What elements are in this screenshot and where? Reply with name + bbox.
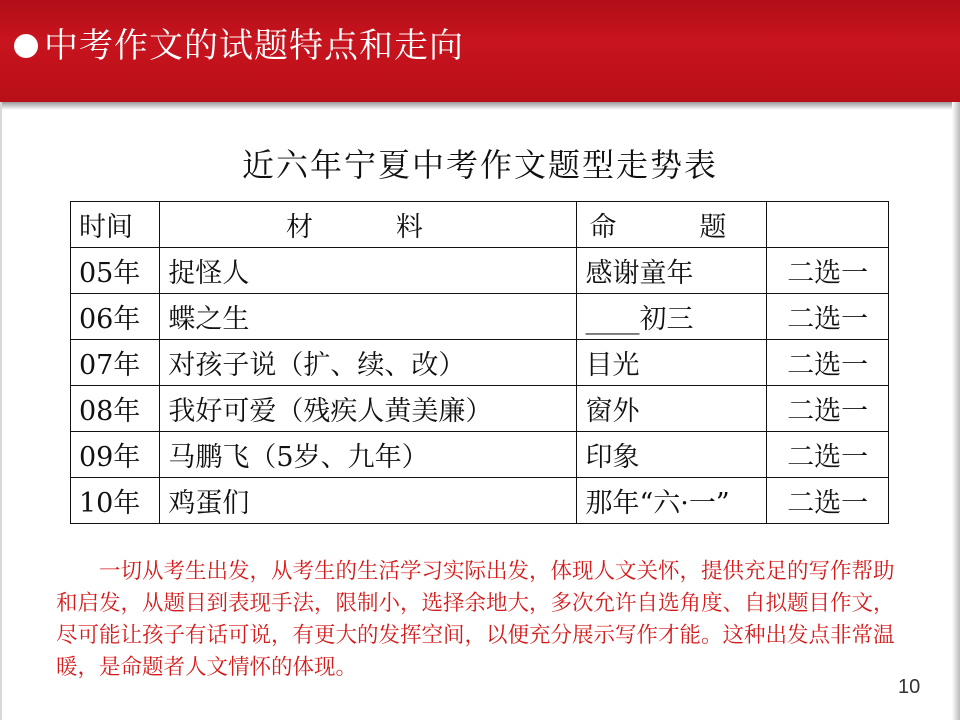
- table-row: [71, 386, 889, 432]
- cell-material: 对孩子说（扩、续、改）: [160, 340, 577, 386]
- header-topic: 命 题: [577, 202, 767, 248]
- cell-selection: 二选一: [767, 294, 889, 340]
- table-row: [71, 432, 889, 478]
- cell-year: 10年: [71, 478, 160, 524]
- summary-paragraph: 一切从考生出发，从考生的生活学习实际出发，体现人文关怀，提供充足的写作帮助和启发，从题目到表现手法，限制小，选择余地大，多次允许自选角度、自拟题目作文，尽可能让孩子有话可说，有更大的发挥空间，以便充分展示写作才能。这种出发点非常温暖，是命题者人文情怀的体现。: [56, 559, 895, 680]
- cell-selection: 二选一: [767, 478, 889, 524]
- table-title: 近六年宁夏中考作文题型走势表: [241, 146, 718, 184]
- cell-material: 我好可爱（残疾人黄美廉）: [160, 386, 577, 432]
- cell-topic: 印象: [577, 432, 767, 478]
- cell-selection: 二选一: [767, 340, 889, 386]
- left-edge-shade: [0, 102, 2, 720]
- header-year: 时间: [71, 202, 160, 248]
- table-header-row: [71, 202, 889, 248]
- cell-topic: 感谢童年: [577, 248, 767, 294]
- cell-selection: 二选一: [767, 386, 889, 432]
- table-row: [71, 248, 889, 294]
- cell-topic: ____初三: [577, 294, 767, 340]
- cell-year: 07年: [71, 340, 160, 386]
- table-row: [71, 478, 889, 524]
- cell-topic: 目光: [577, 340, 767, 386]
- header-material: 材 料: [160, 202, 577, 248]
- cell-material: 捉怪人: [160, 248, 577, 294]
- cell-topic: 那年“六·一”: [577, 478, 767, 524]
- cell-material: 马鹏飞（5岁、九年）: [160, 432, 577, 478]
- cell-selection: 二选一: [767, 432, 889, 478]
- cell-material: 蝶之生: [160, 294, 577, 340]
- trend-table: [70, 201, 889, 524]
- bullet-circle-icon: [14, 34, 38, 58]
- page-number: 10: [898, 676, 921, 698]
- cell-year: 09年: [71, 432, 160, 478]
- cell-selection: 二选一: [767, 248, 889, 294]
- header-selection: [767, 202, 889, 248]
- summary-text-block: [56, 556, 901, 684]
- cell-year: 05年: [71, 248, 160, 294]
- table-row: [71, 294, 889, 340]
- table-row: [71, 340, 889, 386]
- right-edge-shade: [952, 102, 960, 720]
- slide-title-row: [14, 24, 464, 68]
- title-bar-shadow: [0, 102, 960, 110]
- cell-year: 06年: [71, 294, 160, 340]
- cell-material: 鸡蛋们: [160, 478, 577, 524]
- slide-title: 中考作文的试题特点和走向: [44, 26, 464, 66]
- cell-year: 08年: [71, 386, 160, 432]
- cell-topic: 窗外: [577, 386, 767, 432]
